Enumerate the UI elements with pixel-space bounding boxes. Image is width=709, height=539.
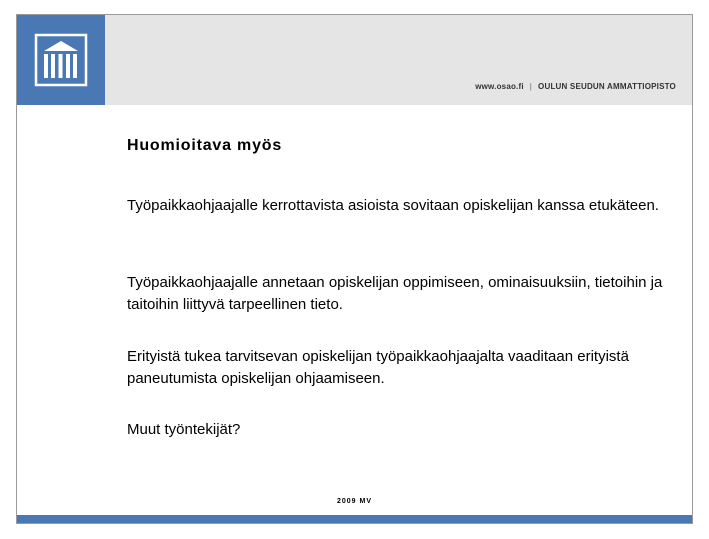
organization-name: OULUN SEUDUN AMMATTIOPISTO <box>538 82 676 91</box>
brand-separator: | <box>529 82 533 91</box>
paragraph-4: Muut työntekijät? <box>127 421 241 438</box>
bottom-band <box>17 515 692 523</box>
paragraph-3: Erityistä tukea tarvitsevan opiskelijan työpaikkaohjaajalta vaaditaan erityistä paneutumista opiskelijan ohjaamiseen. <box>127 348 629 387</box>
slide <box>16 14 693 524</box>
footer-text: 2009 MV <box>336 498 373 505</box>
header-band <box>17 15 692 105</box>
columns-building-icon <box>34 33 88 87</box>
slide-title: Huomioitava myös <box>127 137 283 154</box>
paragraph-2: Työpaikkaohjaajalle annetaan opiskelijan oppimiseen, ominaisuuksiin, tietoihin ja taitoihin liittyvä tarpeellinen tieto. <box>127 274 663 313</box>
website-url[interactable]: www.osao.fi <box>475 82 524 91</box>
paragraph-1: Työpaikkaohjaajalle kerrottavista asioista sovitaan opiskelijan kanssa etukäteen. <box>127 197 659 214</box>
logo <box>17 15 105 105</box>
brand-line <box>475 82 676 91</box>
